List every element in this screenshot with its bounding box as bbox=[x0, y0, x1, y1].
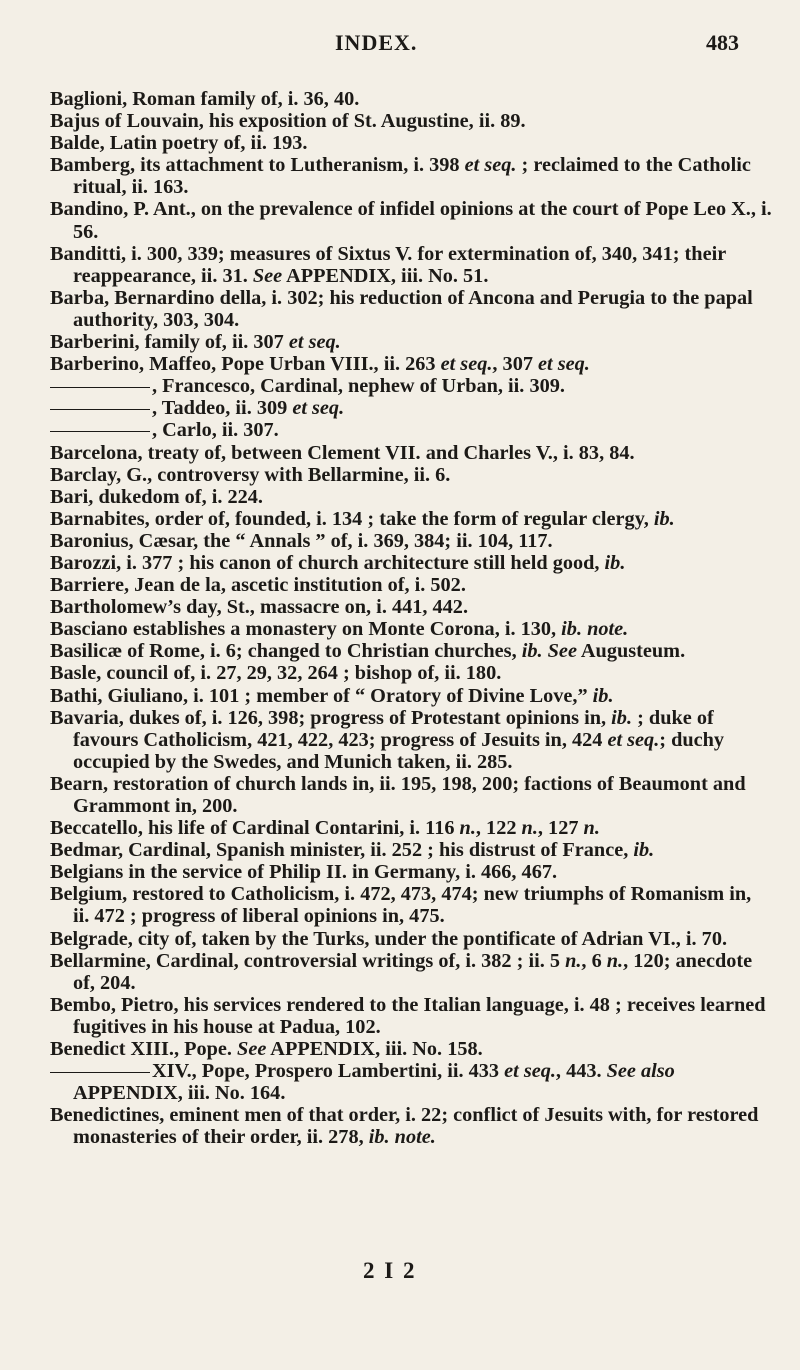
index-entry bbox=[50, 419, 772, 441]
index-entry-text: Benedictines, eminent men of that order, i. 22; conflict of Jesuits with, for restored monasteries of their order, ii. 278, ib. note. bbox=[50, 1104, 759, 1149]
index-entry-text: Barberini, family of, ii. 307 et seq. bbox=[50, 331, 341, 354]
index-entry bbox=[50, 707, 772, 773]
index-entry-text: Bedmar, Cardinal, Spanish minister, ii. 252 ; his distrust of France, ib. bbox=[50, 839, 655, 862]
signature-mark: 2 I 2 bbox=[363, 1258, 417, 1283]
index-entry bbox=[50, 1104, 772, 1148]
index-entry-text: Baronius, Cæsar, the “ Annals ” of, i. 369, 384; ii. 104, 117. bbox=[50, 529, 553, 552]
running-title: INDEX. bbox=[335, 30, 418, 55]
index-entry-text: Bellarmine, Cardinal, controversial writings of, i. 382 ; ii. 5 n., 6 n., 120; anecdote of, 204. bbox=[50, 949, 753, 994]
index-entry bbox=[50, 508, 772, 530]
index-entry-text: Barberino, Maffeo, Pope Urban VIII., ii. 263 et seq., 307 et seq. bbox=[50, 353, 590, 376]
index-entry-text: Bathi, Giuliano, i. 101 ; member of “ Oratory of Divine Love,” ib. bbox=[50, 684, 614, 707]
index-entry-text: Bandino, P. Ant., on the prevalence of infidel opinions at the court of Pope Leo X., i. 56. bbox=[50, 198, 772, 243]
index-entry bbox=[50, 574, 772, 596]
index-entry-text: Bamberg, its attachment to Lutheranism, i. 398 et seq. ; reclaimed to the Catholic ritual, ii. 163. bbox=[50, 154, 751, 199]
index-entry bbox=[50, 839, 772, 861]
index-entry-text: Barba, Bernardino della, i. 302; his reduction of Ancona and Perugia to the papal authority, 303, 304. bbox=[50, 286, 753, 331]
index-entry bbox=[50, 154, 772, 198]
index-entry bbox=[50, 773, 772, 817]
index-entry bbox=[50, 397, 772, 419]
index-entry bbox=[50, 530, 772, 552]
index-entry-text: Bearn, restoration of church lands in, ii. 195, 198, 200; factions of Beaumont and Grammont in, 200. bbox=[50, 772, 746, 817]
index-entry-text: Belgium, restored to Catholicism, i. 472, 473, 474; new triumphs of Romanism in, ii. 472 ; progress of liberal opinions in, 475. bbox=[50, 883, 752, 928]
index-entry-text: Bari, dukedom of, i. 224. bbox=[50, 485, 263, 508]
index-entry-text: Basilicæ of Rome, i. 6; changed to Christian churches, ib. See Augusteum. bbox=[50, 640, 686, 663]
index-entry-text: , Carlo, ii. 307. bbox=[152, 419, 279, 442]
index-entry bbox=[50, 1038, 772, 1060]
index-entry-text: , Francesco, Cardinal, nephew of Urban, ii. 309. bbox=[152, 375, 565, 398]
index-entry bbox=[50, 596, 772, 618]
index-entry bbox=[50, 618, 772, 640]
index-entry bbox=[50, 88, 772, 110]
index-entry bbox=[50, 883, 772, 927]
index-entry-text: Barnabites, order of, founded, i. 134 ; take the form of regular clergy, ib. bbox=[50, 507, 675, 530]
index-entry bbox=[50, 110, 772, 132]
index-entry bbox=[50, 817, 772, 839]
ditto-dash bbox=[50, 431, 150, 432]
index-entry bbox=[50, 552, 772, 574]
ditto-dash bbox=[50, 1072, 150, 1073]
index-entry-text: Banditti, i. 300, 339; measures of Sixtus V. for extermination of, 340, 341; their reappearance, ii. 31. See APPENDIX, iii. No. 51. bbox=[50, 242, 726, 287]
index-entry bbox=[50, 353, 772, 375]
index-entry bbox=[50, 928, 772, 950]
index-entry bbox=[50, 442, 772, 464]
page-number: 483 bbox=[706, 30, 739, 55]
index-entry bbox=[50, 486, 772, 508]
index-entries bbox=[50, 88, 772, 1149]
index-entry bbox=[50, 331, 772, 353]
index-entry-text: Basciano establishes a monastery on Monte Corona, i. 130, ib. note. bbox=[50, 618, 629, 641]
index-entry-text: Bembo, Pietro, his services rendered to the Italian language, i. 48 ; receives learned fugitives in his house at Padua, 102. bbox=[50, 993, 766, 1038]
ditto-dash bbox=[50, 387, 150, 388]
index-entry-text: , Taddeo, ii. 309 et seq. bbox=[152, 397, 345, 420]
index-entry-text: Belgians in the service of Philip II. in Germany, i. 466, 467. bbox=[50, 861, 558, 884]
index-entry bbox=[50, 994, 772, 1038]
index-entry-text: Barriere, Jean de la, ascetic institution of, i. 502. bbox=[50, 574, 466, 597]
index-entry bbox=[50, 640, 772, 662]
index-entry-text: XIV., Pope, Prospero Lambertini, ii. 433 et seq., 443. See also APPENDIX, iii. No. 164. bbox=[73, 1060, 675, 1105]
index-entry bbox=[50, 243, 772, 287]
index-entry bbox=[50, 464, 772, 486]
index-entry-text: Beccatello, his life of Cardinal Contarini, i. 116 n., 122 n., 127 n. bbox=[50, 817, 600, 840]
index-entry-text: Bavaria, dukes of, i. 126, 398; progress of Protestant opinions in, ib. ; duke of favours Catholicism, 421, 422, 423; progress of Jesuits in, 424 et seq.; duchy occupied by the Swedes, and Munich taken, ii. 285. bbox=[50, 706, 725, 773]
index-entry-text: Barozzi, i. 377 ; his canon of church architecture still held good, ib. bbox=[50, 551, 626, 574]
index-entry bbox=[50, 1060, 772, 1104]
ditto-dash bbox=[50, 409, 150, 410]
index-entry bbox=[50, 132, 772, 154]
index-entry-text: Barclay, G., controversy with Bellarmine, ii. 6. bbox=[50, 463, 451, 486]
page-header bbox=[0, 30, 800, 70]
index-entry bbox=[50, 685, 772, 707]
index-entry-text: Bajus of Louvain, his exposition of St. Augustine, ii. 89. bbox=[50, 110, 526, 133]
index-entry-text: Basle, council of, i. 27, 29, 32, 264 ; bishop of, ii. 180. bbox=[50, 662, 502, 685]
index-entry bbox=[50, 198, 772, 242]
index-entry-text: Belgrade, city of, taken by the Turks, under the pontificate of Adrian VI., i. 70. bbox=[50, 927, 728, 950]
index-entry-text: Barcelona, treaty of, between Clement VII. and Charles V., i. 83, 84. bbox=[50, 441, 635, 464]
index-entry-text: Balde, Latin poetry of, ii. 193. bbox=[50, 132, 308, 155]
index-entry-text: Bartholomew’s day, St., massacre on, i. 441, 442. bbox=[50, 596, 469, 619]
index-entry-text: Benedict XIII., Pope. See APPENDIX, iii. No. 158. bbox=[50, 1038, 483, 1061]
index-entry bbox=[50, 287, 772, 331]
index-entry bbox=[50, 861, 772, 883]
index-entry bbox=[50, 662, 772, 684]
index-entry bbox=[50, 950, 772, 994]
index-entry bbox=[50, 375, 772, 397]
index-entry-text: Baglioni, Roman family of, i. 36, 40. bbox=[50, 88, 360, 110]
